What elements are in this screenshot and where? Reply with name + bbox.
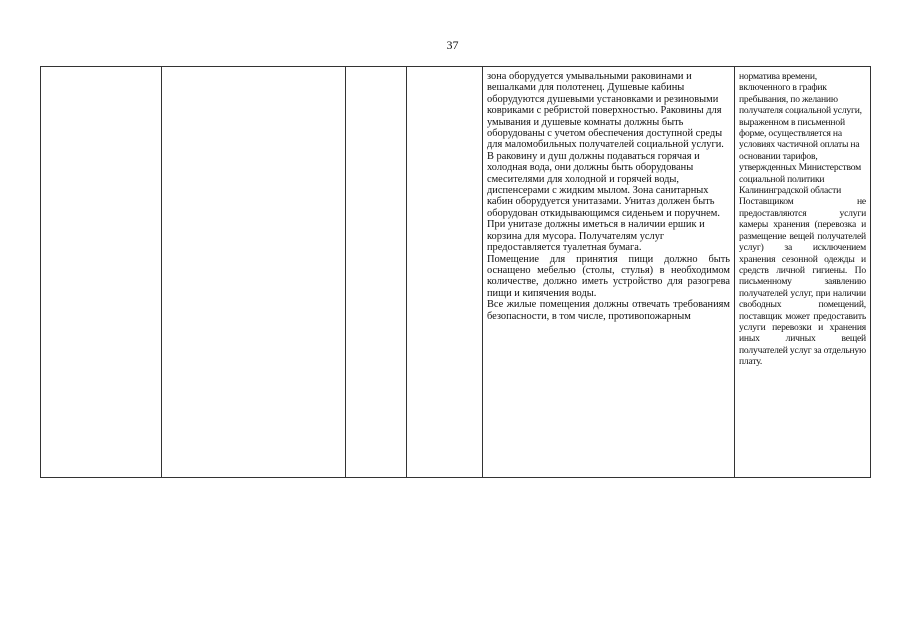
notes-paragraph-2: Поставщиком не предоставляются услуги камеры хранения (перевозка и размещение вещей получателей услуг) за исключением хранения сезонной одежды и средств личной гигиены. По письменному заявлению получателей услуг, при наличии свободных помещений, поставщик может предоставить услуги перевозки и хранения иных личных вещей получателей услуг за отдельную плату. [739,196,866,368]
table-row [41,67,871,478]
requirements-paragraph-2: Помещение для принятия пищи должно быть оснащено мебелью (столы, стулья) в необходимом количестве, должно иметь устройство для разогрева пищи и кипячения воды. [487,253,730,299]
notes-paragraph-1: норматива времени, включенного в график пребывания, по желанию получателя социальной услуги, выраженном в письменной форме, осуществляется на условиях частичной оплаты на основании тарифов, утвержденных Министерством социальной политики Калининградской области [739,71,862,197]
table-cell-requirements [483,67,735,478]
page-number: 37 [446,38,459,52]
table-cell-empty-4 [407,67,483,478]
table-cell-notes [735,67,871,478]
table-cell-empty-3 [346,67,407,478]
requirements-paragraph-1: зона оборудуется умывальными раковинами и вешалками для полотенец. Душевые кабины оборудуются душевыми установками и резиновыми ковриками с ребристой поверхностью. Раковины для умывания и душевые комнаты должны быть оборудованы с учетом обеспечения доступной среды для маломобильных получателей социальной услуги. В раковину и душ должны подаваться горячая и холодная вода, они должны быть оборудованы смесителями для холодной и горячей воды, диспенсерами с жидким мылом. Зона санитарных кабин оборудуется унитазами. Унитаз должен быть оборудован откидывающимся сиденьем и поручнем. При унитазе должны иметься в наличии ершик и корзина для мусора. Получателям услуг предоставляется туалетная бумага. [487,71,724,254]
table-cell-empty-1 [41,67,162,478]
requirements-paragraph-3: Все жилые помещения должны отвечать требованиям безопасности, в том числе, противопожарным [487,299,730,322]
table-cell-empty-2 [162,67,346,478]
document-table [40,66,871,478]
